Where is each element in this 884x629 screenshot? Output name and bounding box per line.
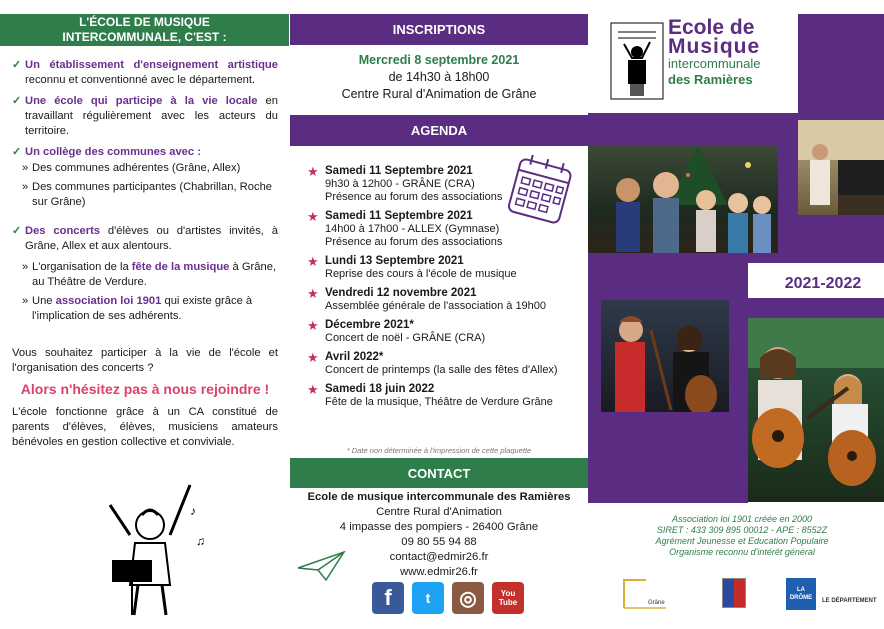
col1-heading-line1: L'ÉCOLE DE MUSIQUE xyxy=(79,15,210,29)
list-item: ✓ Des concerts d'élèves ou d'artistes invités, à Grâne, Allex et aux alentours. xyxy=(12,225,278,252)
twitter-icon[interactable]: t xyxy=(412,582,444,614)
inscription-place: Centre Rural d'Animation de Grâne xyxy=(341,87,537,101)
col1-heading xyxy=(0,14,289,46)
photo-guitar-players xyxy=(748,318,884,502)
photo-cello-players xyxy=(601,300,729,412)
star-icon: ★ xyxy=(307,350,319,365)
inscriptions-heading: INSCRIPTIONS xyxy=(290,14,588,45)
check-icon: ✓ xyxy=(12,225,22,237)
agenda-event: ★ Avril 2022* Concert de printemps (la salle des fêtes d'Allex) xyxy=(307,350,558,376)
call-to-action: Alors n'hésitez pas à nous rejoindre ! xyxy=(20,381,270,397)
star-icon: ★ xyxy=(307,254,319,269)
agenda-event: ★ Samedi 11 Septembre 2021 14h00 à 17h00 - ALLEX (Gymnase) Présence au forum des associations xyxy=(307,209,503,248)
list-item: ✓ Un collège des communes avec : xyxy=(12,146,201,158)
social-links xyxy=(372,582,524,614)
conductor-illustration xyxy=(90,465,210,625)
brand-name: Ecole de Musique intercommunale des Ramières xyxy=(668,16,761,87)
commune-item: » Des communes participantes (Chabrillan, Roche sur Grâne) xyxy=(22,181,273,208)
inscriptions-block xyxy=(290,52,588,103)
allex-crest-logo xyxy=(722,578,746,608)
svg-text:♪: ♪ xyxy=(190,504,196,518)
agenda-event: ★ Samedi 11 Septembre 2021 9h30 à 12h00 - GRÂNE (CRA) Présence au forum des associations xyxy=(307,164,503,203)
list-item: ✓ Une école qui participe à la vie locale en travaillant régulièrement avec les acteurs du territoire. xyxy=(12,95,278,137)
contact-email[interactable]: contact@edmir26.fr xyxy=(389,551,489,563)
contact-heading: CONTACT xyxy=(290,458,588,488)
photo-children-choir xyxy=(588,145,778,253)
ca-text: L'école fonctionne grâce à un CA constitué de parents d'élèves, élèves, musiciens amateurs bénévoles en gestion collective et conviviale. xyxy=(12,406,278,448)
svg-text:♫: ♫ xyxy=(196,534,205,548)
star-icon: ★ xyxy=(307,382,319,397)
school-year: 2021-2022 xyxy=(762,270,884,298)
contact-website[interactable]: www.edmir26.fr xyxy=(400,566,478,578)
purple-band-top xyxy=(798,14,884,114)
agenda-heading: AGENDA xyxy=(290,115,588,146)
association-info: Association loi 1901 créée en 2000 SIRET : 433 309 895 00012 - APE : 8552Z Agrément Jeunesse et Education Populaire Organisme reconnu d'intérêt général xyxy=(655,514,829,557)
facebook-icon[interactable]: f xyxy=(372,582,404,614)
purple-band-year xyxy=(748,298,884,318)
agenda-note: * Date non déterminée à l'impression de cette plaquette xyxy=(346,446,532,455)
star-icon: ★ xyxy=(307,286,319,301)
instagram-icon[interactable]: ◎ xyxy=(452,582,484,614)
contact-name: Ecole de musique intercommunale des Ramières xyxy=(307,491,571,503)
agenda-event: ★ Lundi 13 Septembre 2021 Reprise des cours à l'école de musique xyxy=(307,254,517,280)
commune-item: » Des communes adhérentes (Grâne, Allex) xyxy=(22,162,241,174)
photo-singer xyxy=(798,120,884,215)
inscription-time: de 14h30 à 18h00 xyxy=(388,70,490,84)
agenda-event: ★ Vendredi 12 novembre 2021 Assemblée générale de l'association à 19h00 xyxy=(307,286,547,312)
agenda-list xyxy=(305,165,575,415)
agenda-event: ★ Décembre 2021* Concert de noël - GRÂNE (CRA) xyxy=(307,318,486,344)
sub-item-fete: » L'organisation de la fête de la musique à Grâne, au Théâtre de Verdure. xyxy=(22,261,277,288)
question-text: Vous souhaitez participer à la vie de l'école et l'organisation des concerts ? xyxy=(12,347,278,374)
grane-logo: Grâne xyxy=(620,576,670,612)
check-icon: ✓ xyxy=(12,59,22,71)
contact-line1: Centre Rural d'Animation xyxy=(376,506,502,518)
star-icon: ★ xyxy=(307,164,319,179)
sub-item-assoc: » Une association loi 1901 qui existe grâce à l'implication de ses adhérents. xyxy=(22,295,253,322)
col1-body xyxy=(12,58,278,450)
col1-heading-line2: INTERCOMMUNALE, C'EST : xyxy=(62,30,227,44)
contact-line2: 4 impasse des pompiers - 26400 Grâne xyxy=(339,521,539,533)
departement-label: LE DÉPARTEMENT xyxy=(822,598,877,604)
star-icon: ★ xyxy=(307,209,319,224)
inscription-date: Mercredi 8 septembre 2021 xyxy=(358,53,520,67)
youtube-icon[interactable]: You Tube xyxy=(492,582,524,614)
star-icon: ★ xyxy=(307,318,319,333)
agenda-event: ★ Samedi 18 juin 2022 Fête de la musique, Théâtre de Verdure Grâne xyxy=(307,382,553,408)
list-item: ✓ Un établissement d'enseignement artistique reconnu et conventionné avec le département. xyxy=(12,59,278,86)
check-icon: ✓ xyxy=(12,95,22,107)
drome-logo: LA DRÔME xyxy=(786,578,816,610)
paper-plane-icon xyxy=(296,548,346,584)
logo-conductor-icon xyxy=(610,22,664,100)
contact-phone[interactable]: 09 80 55 94 88 xyxy=(401,536,477,548)
check-icon: ✓ xyxy=(12,146,22,158)
